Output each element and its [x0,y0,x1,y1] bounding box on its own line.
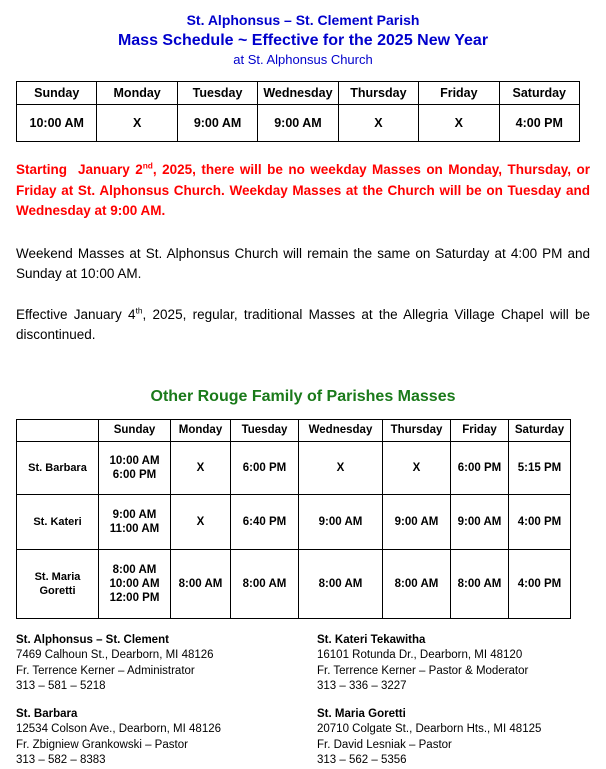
table-header-row [17,82,580,105]
st-kateri-sunday: 9:00 AM 11:00 AM [99,494,171,549]
contact-row [16,633,590,695]
column-header-friday: Friday [451,419,509,441]
weekday-change-notice [16,160,590,222]
st-maria-goretti-wednesday: 8:00 AM [299,549,383,618]
weekday-notice-post: , 2025, there will be no weekday Masses on Monday, Thursday, or Friday at St. Alphonsus Church. Weekday Masses at the Church will be on Tuesday and Wednesday at 9:00 AM. [16,162,590,218]
st-barbara-friday: 6:00 PM [451,441,509,494]
st-barbara-tuesday: 6:00 PM [231,441,299,494]
chapel-notice-pre: Effective January 4 [16,306,136,322]
st-barbara-saturday: 5:15 PM [509,441,571,494]
contact-address: 16101 Rotunda Dr., Dearborn, MI 48120 [317,649,523,661]
st-kateri-thursday: 9:00 AM [383,494,451,549]
st-barbara-wednesday: X [299,441,383,494]
contact-phone: 313 – 582 – 8383 [16,754,106,766]
column-header-sunday: Sunday [17,82,97,105]
st-maria-goretti-tuesday: 8:00 AM [231,549,299,618]
table-header-row [17,419,571,441]
contact-clergy: Fr. Terrence Kerner – Administrator [16,664,195,677]
parish-name-st-barbara: St. Barbara [17,441,99,494]
table-row [17,494,571,549]
table-row [17,105,580,142]
table-row [17,549,571,618]
parish-name-st-kateri: St. Kateri [17,494,99,549]
mass-time-tuesday: 9:00 AM [177,105,257,142]
other-parishes-table [16,419,571,619]
chapel-notice-post: , 2025, regular, traditional Masses at the Allegria Village Chapel will be discontinued. [16,306,590,342]
parish-name-st-maria-goretti: St. Maria Goretti [17,549,99,618]
column-header-monday: Monday [97,82,177,105]
contact-phone: 313 – 336 – 3227 [317,680,407,692]
document-title: Mass Schedule ~ Effective for the 2025 New Year [117,32,489,49]
st-maria-goretti-friday: 8:00 AM [451,549,509,618]
column-header-sunday: Sunday [99,419,171,441]
document-header [0,0,606,69]
column-header-saturday: Saturday [509,419,571,441]
contact-address: 12534 Colson Ave., Dearborn, MI 48126 [16,723,222,735]
st-kateri-wednesday: 9:00 AM [299,494,383,549]
contact-phone: 313 – 581 – 5218 [16,680,106,692]
other-parishes-heading: Other Rouge Family of Parishes Masses [150,387,456,405]
contact-block-st-maria-goretti [303,707,590,769]
column-header-wednesday: Wednesday [299,419,383,441]
column-header-saturday: Saturday [499,82,579,105]
st-kateri-friday: 9:00 AM [451,494,509,549]
contact-name: St. Kateri Tekawitha [317,633,426,646]
st-maria-goretti-thursday: 8:00 AM [383,549,451,618]
mass-time-wednesday: 9:00 AM [258,105,338,142]
weekday-notice-pre: Starting January 2 [16,162,143,177]
contact-name: St. Barbara [16,707,78,720]
contact-address: 7469 Calhoun St., Dearborn, MI 48126 [16,649,214,661]
column-header-friday: Friday [419,82,499,105]
table-row [17,441,571,494]
column-header-tuesday: Tuesday [177,82,257,105]
mass-time-saturday: 4:00 PM [499,105,579,142]
st-barbara-sunday: 10:00 AM 6:00 PM [99,441,171,494]
mass-time-monday: X [97,105,177,142]
column-header-wednesday: Wednesday [258,82,338,105]
contact-row [16,707,590,769]
st-barbara-monday: X [171,441,231,494]
contact-clergy: Fr. David Lesniak – Pastor [317,738,452,751]
other-parishes-table-wrapper [16,419,606,619]
contact-name: St. Maria Goretti [317,707,406,720]
contact-phone: 313 – 562 – 5356 [317,754,407,766]
mass-time-thursday: X [338,105,418,142]
document-subtitle: at St. Alphonsus Church [233,52,373,67]
st-maria-goretti-monday: 8:00 AM [171,549,231,618]
main-schedule-table-wrapper [16,81,606,142]
contact-clergy: Fr. Terrence Kerner – Pastor & Moderator [317,664,529,677]
contact-address: 20710 Colgate St., Dearborn Hts., MI 48125 [317,723,542,735]
column-header-tuesday: Tuesday [231,419,299,441]
st-kateri-tuesday: 6:40 PM [231,494,299,549]
contact-name: St. Alphonsus – St. Clement [16,633,169,646]
ordinal-suffix-4th: th [135,305,143,315]
chapel-discontinued-notice [16,305,590,345]
mass-time-sunday: 10:00 AM [17,105,97,142]
column-header-thursday: Thursday [338,82,418,105]
contact-block-st-alphonsus-st-clement [16,633,303,695]
st-kateri-saturday: 4:00 PM [509,494,571,549]
contact-clergy: Fr. Zbigniew Grankowski – Pastor [16,738,188,751]
column-header-monday: Monday [171,419,231,441]
contact-block-st-barbara [16,707,303,769]
st-barbara-thursday: X [383,441,451,494]
st-maria-goretti-saturday: 4:00 PM [509,549,571,618]
weekend-mass-notice: Weekend Masses at St. Alphonsus Church will remain the same on Saturday at 4:00 PM and Sunday at 10:00 AM. [16,245,590,281]
main-schedule-table [16,81,580,142]
st-kateri-monday: X [171,494,231,549]
column-header-parish [17,419,99,441]
parish-name: St. Alphonsus – St. Clement Parish [186,12,420,28]
contact-block-st-kateri-tekawitha [303,633,590,695]
parish-contacts [16,633,590,769]
mass-time-friday: X [419,105,499,142]
column-header-thursday: Thursday [383,419,451,441]
ordinal-suffix-2nd: nd [142,160,153,171]
st-maria-goretti-sunday: 8:00 AM 10:00 AM 12:00 PM [99,549,171,618]
